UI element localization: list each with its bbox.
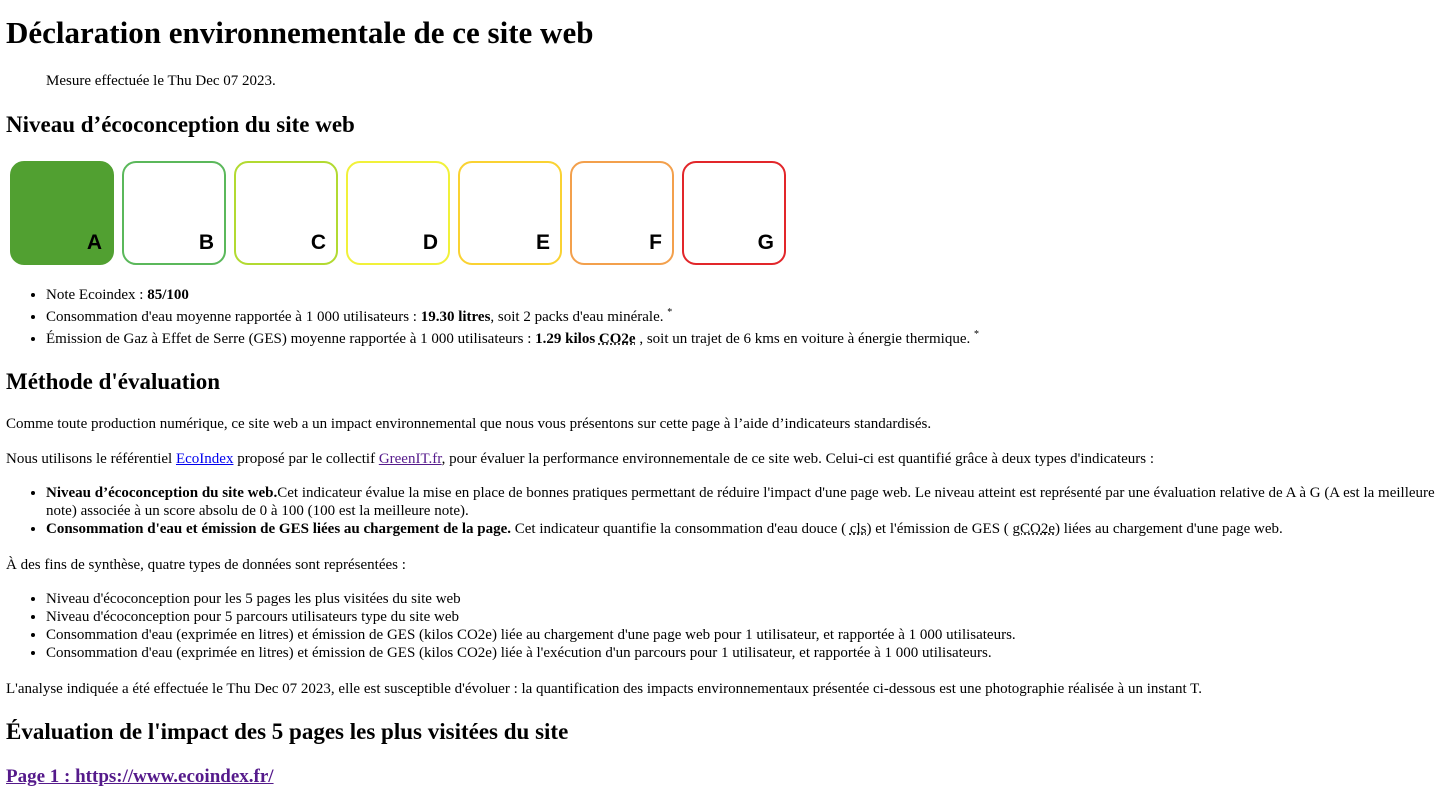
ref-suffix: , pour évaluer la performance environnementale de ce site web. Celui-ci est quantifié grâce à deux types d'indicateurs : — [441, 451, 1155, 467]
referential-paragraph — [6, 450, 1154, 468]
stats-list — [6, 285, 979, 351]
water-equivalent: , soit 2 packs d'eau minérale. — [490, 309, 664, 325]
grade-b-label: B — [198, 231, 214, 254]
water-value: 19.30 litres — [420, 309, 491, 325]
grade-e-label: E — [535, 231, 550, 254]
data-types-list — [6, 590, 1016, 662]
indicator-ecodesign — [46, 484, 1450, 520]
page1-heading — [6, 766, 274, 788]
page1-link[interactable]: Page 1 : https://www.ecoindex.fr/ — [6, 766, 274, 787]
indicator-ecodesign-text: Cet indicateur évalue la mise en place de bonnes pratiques permettant de réduire l'impact d'une page web. Le niveau atteint est représenté par une évaluation relative de A à G (A est la meilleure note) associée à un score absolu de 0 à 100 (100 est la meilleure note). — [46, 485, 1435, 519]
grade-d — [346, 161, 450, 265]
grade-c-label: C — [310, 231, 326, 254]
grade-e — [458, 161, 562, 265]
indicator-text-part: ) liées au chargement d'une page web. — [1055, 521, 1283, 537]
unit-gco2e: gCO2e — [1012, 521, 1056, 537]
grade-f-label: F — [649, 231, 662, 254]
ecoindex-link[interactable]: EcoIndex — [175, 451, 234, 467]
list-item: • Niveau d'écoconception pour 5 parcours utilisateurs type du site web — [46, 608, 1016, 626]
list-item: • Consommation d'eau (exprimée en litres) et émission de GES (kilos CO2e) liée au chargement d'une page web pour 1 utilisateur, et rapportée à 1 000 utilisateurs. — [46, 626, 1016, 644]
water-footnote-mark: * — [667, 307, 673, 318]
evaluation-heading: Évaluation de l'impact des 5 pages les plus visitées du site — [6, 719, 569, 744]
indicator-text-part: Cet indicateur quantifie la consommation d'eau douce ( — [511, 521, 850, 537]
grade-c — [234, 161, 338, 265]
grade-g-label: G — [757, 231, 774, 254]
water-label: Consommation d'eau moyenne rapportée à 1 000 utilisateurs : — [46, 309, 421, 325]
ghg-unit: CO2e — [598, 331, 636, 347]
ghg-footnote-mark: * — [973, 329, 979, 340]
method-heading: Méthode d'évaluation — [6, 369, 221, 394]
grade-g — [682, 161, 786, 265]
ecoindex-label: Note Ecoindex : — [46, 287, 148, 303]
indicators-list — [6, 484, 1450, 538]
analysis-note: L'analyse indiquée a été effectuée le Thu Dec 07 2023, elle est susceptible d'évoluer : la quantification des impacts environnementaux présentée ci-dessous est une photographie réalisée à un instant T. — [6, 681, 1202, 697]
synthesis-intro: À des fins de synthèse, quatre types de données sont représentées : — [6, 557, 406, 573]
page-title: Déclaration environnementale de ce site web — [6, 15, 594, 50]
grade-d-label: D — [422, 231, 438, 254]
indicator-water-ghg — [46, 520, 1450, 538]
indicator-text-part: ) et l'émission de GES ( — [866, 521, 1013, 537]
grade-scale — [10, 161, 786, 265]
greenit-link[interactable]: GreenIT.fr — [378, 451, 442, 467]
grade-f — [570, 161, 674, 265]
list-item: • Consommation d'eau (exprimée en litres) et émission de GES (kilos CO2e) liée à l'exécution d'un parcours pour 1 utilisateur, et rapportée à 1 000 utilisateurs. — [46, 644, 1016, 662]
grade-b — [122, 161, 226, 265]
list-item: • Niveau d'écoconception pour les 5 pages les plus visitées du site web — [46, 590, 1016, 608]
ghg-label: Émission de Gaz à Effet de Serre (GES) moyenne rapportée à 1 000 utilisateurs : — [46, 331, 536, 347]
water-consumption — [46, 307, 979, 329]
ghg-value: 1.29 kilos — [535, 331, 596, 347]
indicator-ecodesign-title: Niveau d’écoconception du site web. — [46, 485, 278, 501]
method-intro: Comme toute production numérique, ce site web a un impact environnemental que nous vous présentons sur cette page à l’aide d’indicateurs standardisés. — [6, 416, 932, 432]
ecoindex-value: 85/100 — [147, 287, 189, 303]
level-heading: Niveau d’écoconception du site web — [6, 112, 355, 137]
grade-a-label: A — [86, 231, 102, 254]
unit-cls: cls — [849, 521, 867, 537]
grade-a — [10, 161, 114, 265]
ref-prefix: Nous utilisons le référentiel — [6, 451, 176, 467]
indicator-water-ghg-title: Consommation d'eau et émission de GES liées au chargement de la page. — [46, 521, 511, 537]
ecoindex-score — [46, 285, 979, 307]
ref-middle: proposé par le collectif — [233, 451, 379, 467]
measurement-date: Mesure effectuée le Thu Dec 07 2023. — [46, 73, 276, 89]
ghg-equivalent: , soit un trajet de 6 kms en voiture à énergie thermique. — [635, 331, 971, 347]
ghg-emission — [46, 329, 979, 351]
